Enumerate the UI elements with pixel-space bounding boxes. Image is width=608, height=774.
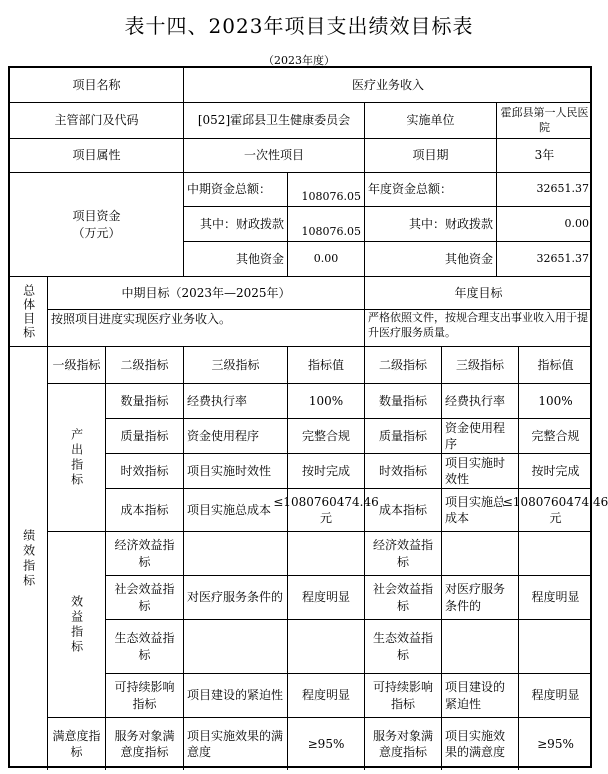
annual-fiscal-value: 0.00: [497, 207, 592, 242]
unit-value: 霍邱县第一人民医院: [497, 103, 592, 139]
indicator-cell-valb: [519, 620, 592, 674]
indicator-cell-l2b: 可持续影响指标: [365, 674, 442, 718]
indicator-cell-val: 100%: [288, 384, 365, 419]
indicator-cell-val: 程度明显: [288, 674, 365, 718]
mid-total-label: 中期资金总额：: [184, 173, 288, 207]
header-l3-annual: 三级指标: [442, 347, 519, 384]
mid-other-value: 0.00: [288, 242, 365, 277]
period-label: 项目期: [365, 139, 497, 173]
attr-label: 项目属性: [10, 139, 184, 173]
output-indicator-label: 产出指标: [48, 384, 106, 532]
annual-other-label: 其他资金: [365, 242, 497, 277]
dept-label: 主管部门及代码: [10, 103, 184, 139]
indicator-cell-l2: 生态效益指标: [106, 620, 184, 674]
annual-fiscal-label: 其中：财政拨款: [365, 207, 497, 242]
project-name-label: 项目名称: [10, 68, 184, 103]
funds-label-line2: （万元）: [72, 225, 121, 240]
annual-total-label: 年度资金总额：: [365, 173, 497, 207]
header-value-annual: 指标值: [519, 347, 592, 384]
indicator-cell-l3: [184, 620, 288, 674]
annual-goal-text: 严格依照文件，按规合理支出事业收入用于提升医疗服务质量。: [365, 310, 592, 347]
indicator-cell-val: ≤1080760474.46元: [288, 489, 365, 532]
indicator-cell-l2: 质量指标: [106, 419, 184, 454]
indicator-cell-l2b: 服务对象满意度指标: [365, 718, 442, 770]
indicator-cell-l3b: 对医疗服务条件的: [442, 576, 519, 620]
indicators-section-label: 绩效指标: [10, 347, 48, 770]
indicator-cell-valb: 按时完成: [519, 454, 592, 489]
mid-fiscal-label: 其中：财政拨款: [184, 207, 288, 242]
indicator-cell-l3b: 经费执行率: [442, 384, 519, 419]
header-l3: 三级指标: [184, 347, 288, 384]
benefit-indicator-label: 效益指标: [48, 532, 106, 718]
year-note: （2023年度）: [263, 54, 335, 67]
indicator-cell-l3b: 项目实施时效性: [442, 454, 519, 489]
mid-total-value: 108076.05: [288, 173, 365, 207]
indicator-cell-l2: 时效指标: [106, 454, 184, 489]
annual-other-value: 32651.37: [497, 242, 592, 277]
indicator-cell-valb: 100%: [519, 384, 592, 419]
indicator-cell-l2: 可持续影响指标: [106, 674, 184, 718]
mid-goal-header: 中期目标（2023年—2025年）: [48, 277, 365, 310]
header-l1: 一级指标: [48, 347, 106, 384]
indicator-cell-valb: ≥95%: [537, 736, 574, 751]
indicator-cell-l3b: [442, 620, 519, 674]
indicator-cell-l3: 项目实施总成本: [184, 489, 288, 532]
project-name-value: 医疗业务收入: [184, 68, 592, 103]
indicator-cell-val: 按时完成: [288, 454, 365, 489]
funds-label: [10, 173, 184, 277]
header-l2-annual: 二级指标: [365, 347, 442, 384]
mid-fiscal-value: 108076.05: [288, 207, 365, 242]
indicator-cell-val: [288, 532, 365, 576]
indicator-cell-l2b: 经济效益指标: [365, 532, 442, 576]
indicator-cell-l2b: 生态效益指标: [365, 620, 442, 674]
indicator-cell-l2: 服务对象满意度指标: [106, 718, 184, 770]
annual-goal-header: 年度目标: [365, 277, 592, 310]
indicator-cell-l3b: 资金使用程序: [442, 419, 519, 454]
annual-total-value: 32651.37: [497, 173, 592, 207]
indicator-cell-l2b: 数量指标: [365, 384, 442, 419]
indicator-cell-l3: [184, 532, 288, 576]
indicator-cell-l3b: [442, 532, 519, 576]
indicator-cell-l3: 项目实施时效性: [184, 454, 288, 489]
unit-label: 实施单位: [365, 103, 497, 139]
indicator-cell-valb: [519, 532, 592, 576]
period-value: 3年: [497, 139, 592, 173]
indicator-cell-l3: 资金使用程序: [184, 419, 288, 454]
indicator-cell-l3: 对医疗服务条件的: [184, 576, 288, 620]
indicator-cell-l2: 经济效益指标: [106, 532, 184, 576]
indicator-cell-valb: 程度明显: [519, 674, 592, 718]
indicator-cell-val: [288, 620, 365, 674]
indicator-cell-val: 程度明显: [288, 576, 365, 620]
indicator-cell-l3b: 项目实施总成本: [442, 489, 519, 532]
header-value: 指标值: [288, 347, 365, 384]
mid-other-label: 其他资金: [184, 242, 288, 277]
performance-table: [8, 66, 608, 768]
indicator-cell-val: 完整合规: [288, 419, 365, 454]
indicator-cell-valb: 程度明显: [519, 576, 592, 620]
indicator-cell-l2: 数量指标: [106, 384, 184, 419]
indicator-cell-l2: 社会效益指标: [106, 576, 184, 620]
indicator-cell-l2: 成本指标: [106, 489, 184, 532]
indicator-cell-l3b: 项目实施效果的满意度: [442, 718, 519, 770]
indicator-cell-valb: 完整合规: [519, 419, 592, 454]
satisfaction-indicator-label: 满意度指标: [48, 718, 106, 770]
overall-goal-label: 总体目标: [10, 277, 48, 347]
indicator-cell-l2b: 社会效益指标: [365, 576, 442, 620]
funds-label-line1: 项目资金: [72, 209, 121, 224]
mid-goal-text: 按照项目进度实现医疗业务收入。: [48, 310, 365, 347]
indicator-cell-l3: 项目实施效果的满意度: [184, 718, 288, 770]
indicator-cell-l3: 项目建设的紧迫性: [184, 674, 288, 718]
attr-value: 一次性项目: [184, 139, 365, 173]
page-title: 表十四、2023年项目支出绩效目标表: [124, 14, 474, 38]
indicator-cell-l2b: 时效指标: [365, 454, 442, 489]
dept-value: [052]霍邱县卫生健康委员会: [184, 103, 365, 139]
indicator-cell-valb: ≤1080760474.46元: [519, 489, 592, 532]
indicator-cell-val: ≥95%: [288, 718, 365, 770]
indicator-cell-l2b: 质量指标: [365, 419, 442, 454]
indicator-cell-l3: 经费执行率: [184, 384, 288, 419]
indicator-cell-l3b: 项目建设的紧迫性: [442, 674, 519, 718]
indicator-cell-l2b: 成本指标: [365, 489, 442, 532]
header-l2: 二级指标: [106, 347, 184, 384]
